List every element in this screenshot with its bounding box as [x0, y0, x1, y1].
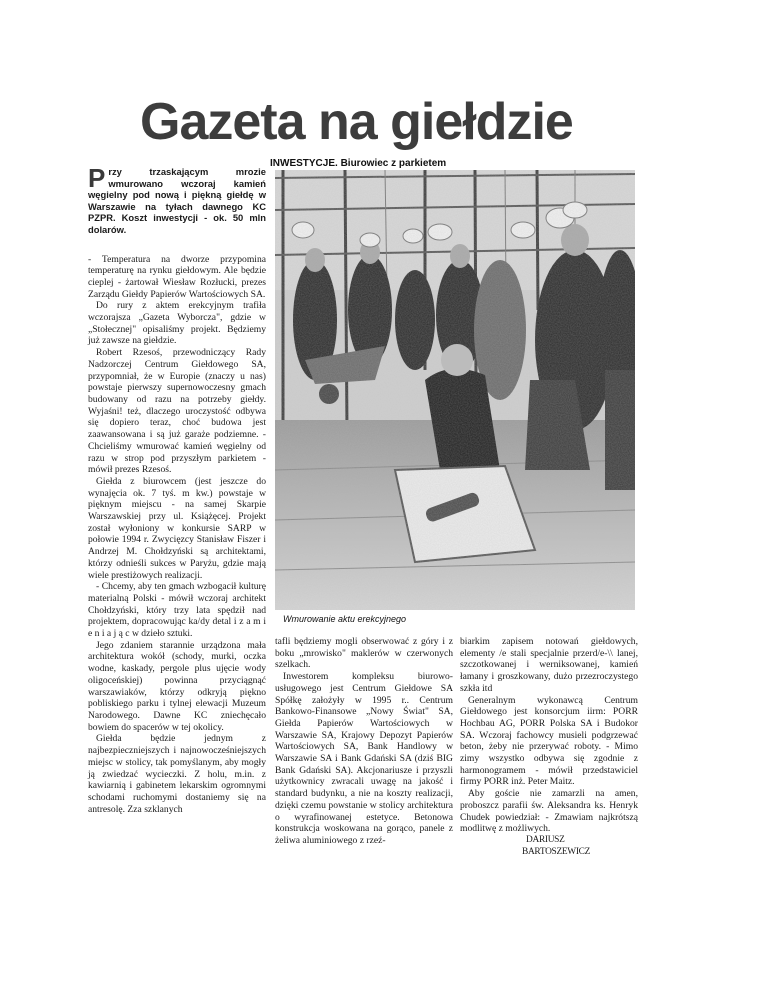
- article-column-1: [88, 163, 266, 815]
- paragraph: Jego zdaniem starannie urządzona mała architektura wokół (schody, murki, oczka wodne, kaskady, pergole plus ujęcie wody oligoceńskiej) powinna przyciągnąć warszawiaków, którzy odkryją piękno pobliskiego parku i tylnej elewacji Muzeum Narodowego. Dawne KC zniechęcało bowiem do spacerów w tej okolicy.: [88, 639, 266, 733]
- author-first-name: DARIUSZ: [526, 834, 565, 845]
- lead-text: rzy trzaskającym mrozie wmurowano wczoraj kamień węgielny pod nową i piękną giełdę w Warszawie na tyłach dawnego KC PZPR. Koszt inwestycji - ok. 50 mln dolarów.: [88, 166, 266, 235]
- paragraph: Giełda z biurowcem (jest jeszcze do wynajęcia ok. 7 tyś. m kw.) powstaje w pięknym miejscu - na samej Skarpie Warszawskiej przy ul. Książęcej. Projekt został wyłoniony w konkursie SARP w połowie 1994 r. Zwycięzcy Stanisław Fiszer i Andrzej M. Chołdzyński są architektami, którzy odnieśli sukces w Paryżu, gdzie mają wiele prestiżowych realizacji.: [88, 475, 266, 581]
- article-column-2: [275, 636, 453, 847]
- article-column-3: [460, 636, 638, 858]
- paragraph: Generalnym wykonawcą Centrum Giełdowego jest konsorcjum iirm: PORR Hochbau AG, PORR Polska SA i Budokor SA. Wczoraj fachowcy musieli podgrzewać beton, żeby nie przerywać roboty. - Mimo zimy wszystko odbywa się zgodnie z harmonogramem - mówił przedstawiciel firmy PORR inż. Peter Maitz.: [460, 694, 638, 788]
- headline: Gazeta na giełdzie: [140, 93, 573, 151]
- lead-paragraph: [88, 163, 266, 236]
- photo-caption: Wmurowanie aktu erekcyjnego: [283, 614, 407, 624]
- news-photo: [275, 170, 635, 610]
- paragraph: Giełda będzie jednym z najbezpieczniejszych i najnowocześniejszych miejsc w stolicy, tak pomyślanym, aby mogły ją zwiedzać wycieczki. Z holu, m.in. z kawiarnią i gabinetem lekarskim ogromnymi schodami ruchomymi dostaniemy się na antresolę. Zza szklanych: [88, 733, 266, 815]
- paragraph: Aby goście nie zamarzli na amen, proboszcz parafii św. Aleksandra ks. Henryk Chudek powiedział: - Zmawiam najkrótszą modlitwę z możliwych.: [460, 788, 638, 835]
- paragraph: - Chcemy, aby ten gmach wzbogacił kulturę materialną Polski - mówił wczoraj architekt Chołdzyński, który trzy lata spędził nad projektem, dopracowując ka/dy detal i z a m i e n i a j ą c w dzieło sztuki.: [88, 581, 266, 640]
- section-rubric: INWESTYCJE. Biurowiec z parkietem: [270, 158, 447, 169]
- paragraph: Do rury z aktem erekcyjnym trafiła wczorajsza „Gazeta Wyborcza", gdzie w „Stołecznej" opisaliśmy projekt. Będziemy już zawsze na giełdzie.: [88, 300, 266, 347]
- author-last-name: BARTOSZEWICZ: [522, 846, 591, 857]
- paragraph: - Temperatura na dworze przypomina temperaturę na rynku giełdowym. Ale będzie cieplej - żartował Wiesław Rozłucki, prezes Zarządu Giełdy Papierów Wartościowych SA.: [88, 253, 266, 300]
- paragraph: tafli będziemy mogli obserwować z góry i z boku „mrowisko" maklerów w czerwonych szelkach.: [275, 636, 453, 671]
- paragraph: Inwestorem kompleksu biurowo-usługowego jest Centrum Giełdowe SA Spółkę założyły w 1995 r.. Centrum Bankowo-Finansowe „Nowy Świat" SA, Giełda Papierów Wartościowych w Warszawie SA, Krajowy Depozyt Papierów Wartościowych SA, Bank Handlowy w Warszawie SA i Bank Gdański SA (dziś BIG Bank Gdański SA). Akcjonariusze i przyszli użytkownicy zwracali uwagę na jakość i standard budynku, a nie na koszty realizacji, dzięki czemu powstanie w stolicy architektura o wyrafinowanej estetyce. Betonowa konstrukcja woskowana na gorąco, panele z żeliwa aluminiowego z rzeź-: [275, 671, 453, 846]
- paragraph: biarkim zapisem notowań giełdowych, elementy /e stali specjalnie przerd/e-\\ lanej, szczotkowanej i werniksowanej, kamień łamany i groszkowany, dużo przezroczystego szkła itd: [460, 636, 638, 694]
- paragraph: Robert Rzesoś, przewodniczący Rady Nadzorczej Centrum Giełdowego SA, przypomniał, że w Europie (znaczy u nas) powstaje pierwszy supernowoczesny gmach budowany od razu na potrzeby giełdy. Wyjaśni! też, dlaczego uroczystość odbywa się dopiero teraz, choć budowa jest zaawansowana i są już garaże podziemne. - Chcieliśmy wmurować kamień węgielny od razu w strop pod przyszłym parkietem - mówił prezes Rzesoś.: [88, 347, 266, 476]
- dropcap: P: [88, 163, 106, 193]
